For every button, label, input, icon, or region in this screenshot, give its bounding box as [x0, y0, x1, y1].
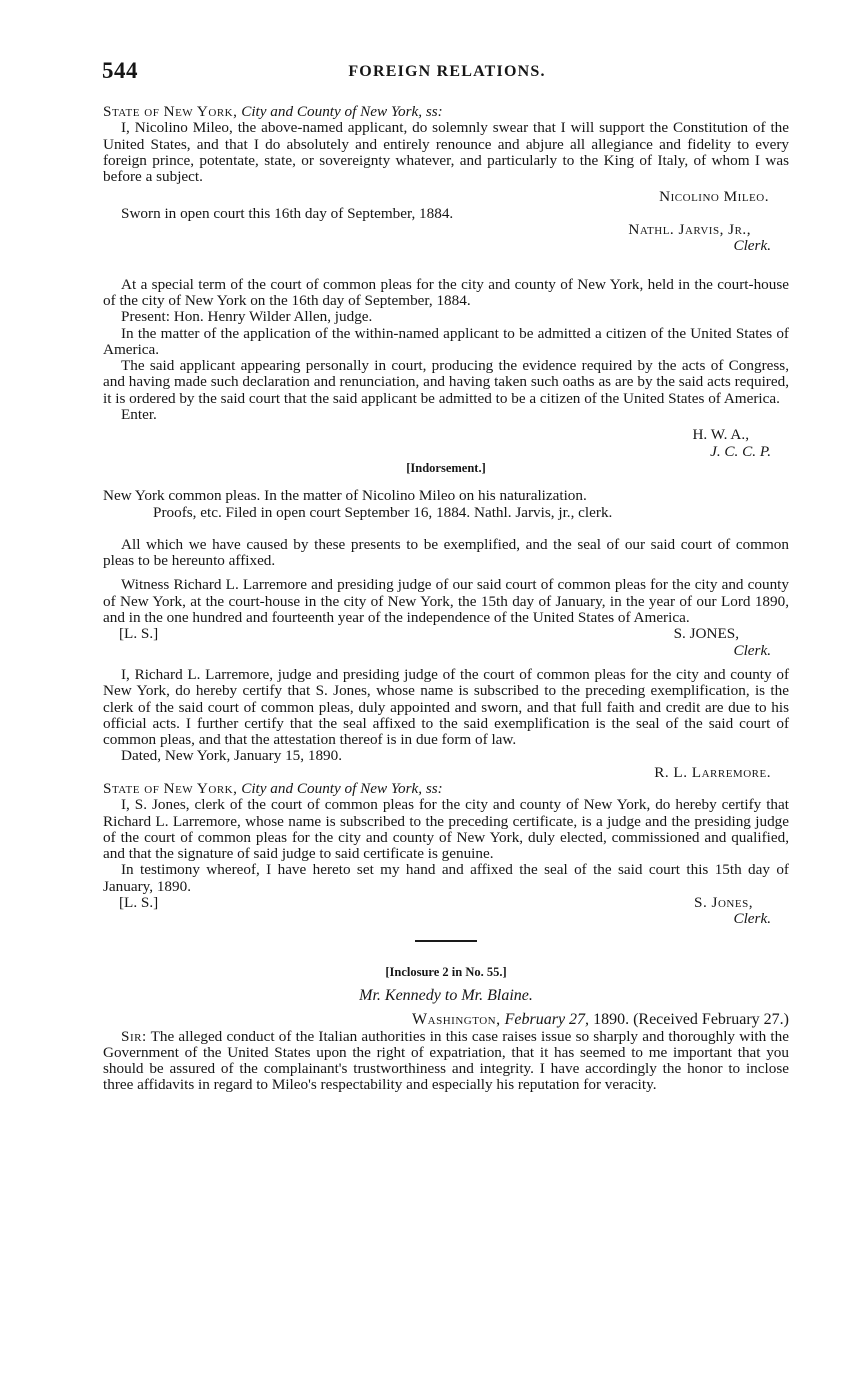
witness-signer: S. JONES,	[673, 625, 739, 643]
page-number: 544	[102, 58, 138, 83]
oath-venue	[103, 104, 789, 120]
matter-paragraph: In the matter of the application of the within-named applicant to be admitted a citizen of the United States of America.	[103, 324, 789, 358]
witness-paragraph: Witness Richard L. Larremore and presiding judge of our said court of common pleas for the city and county of New York, at the court-house in the city of New York, the 15th day of January, in the year of our Lord 1890, and in the one hundred and fourteenth year of the independence of the United States of America.	[103, 576, 789, 627]
indorsement-label: [Indorsement.]	[406, 460, 486, 475]
jones-signer: S. Jones,	[694, 894, 753, 912]
dateline-date: February 27,	[504, 1011, 590, 1029]
exemplification-paragraph: All which we have caused by these presents to be exemplified, and the seal of our said court of common pleas to be hereunto affixed.	[103, 535, 789, 570]
dateline-received: (Received February 27.)	[633, 1011, 789, 1029]
oath-signature: Nicolino Mileo.	[659, 188, 769, 206]
jones-certificate: I, S. Jones, clerk of the court of common pleas for the city and county of New York, do hereby certify that Richard L. Larremore, whose name is subscribed to the preceding certificate, is a judge and the presiding judge of the court of common pleas for the city and county of New York, duly elected, commissioned and qualified, and that the signature of said judge to said certificate is genuine.	[103, 796, 789, 863]
indorsement-line-1: New York common pleas. In the matter of Nicolino Mileo on his naturalization.	[103, 487, 587, 505]
letter-heading: Mr. Kennedy to Mr. Blaine.	[359, 986, 533, 1004]
letter-dateline	[103, 1012, 789, 1028]
sworn-statement: Sworn in open court this 16th day of September, 1884.	[121, 204, 454, 222]
seal-mark: [L. S.]	[119, 894, 159, 912]
letter-body	[103, 1029, 789, 1094]
larremore-dated: Dated, New York, January 15, 1890.	[121, 747, 343, 765]
enter-line: Enter.	[121, 406, 157, 424]
special-term-paragraph: At a special term of the court of common pleas for the city and county of New York, held in the court-house of the city of New York on the 16th day of September, 1884.	[103, 275, 789, 309]
oath-text: I, Nicolino Mileo, the above-named applicant, do solemnly swear that I will support the Constitution of the United States, and that I do absolutely and entirely renounce and abjure all allegiance and fidelity to every foreign prince, potentate, state, or sovereignty whatever, and particularly to the King of Italy, of whom I was before a subject.	[103, 119, 789, 186]
jones-signature-row	[103, 895, 789, 911]
venue-ss: ss:	[425, 103, 443, 120]
judge-initials: H. W. A.,	[692, 426, 749, 444]
larremore-certificate: I, Richard L. Larremore, judge and presiding judge of the court of common pleas for the city and county of New York, do hereby certify that S. Jones, whose name is subscribed to the preceding exemplification, is the clerk of the said court of common pleas, duly appointed and sworn, and that full faith and credit are due to his official acts. I further certify that the seal affixed to the said exemplification is the seal of the said court of common pleas, and that the attestation thereof is in due form of law.	[103, 665, 789, 749]
order-paragraph: The said applicant appearing personally in court, producing the evidence required by the acts of Congress, and having made such declaration and renunciation, and having taken such oaths as are by the said acts required, it is ordered by the said court that the said applicant be admitted to be a citizen of the United States of America.	[103, 357, 789, 407]
running-title: FOREIGN RELATIONS.	[348, 63, 546, 80]
letter-salutation: Sir:	[121, 1027, 147, 1045]
venue-ss: ss:	[425, 779, 443, 797]
venue-county: City and County of New York,	[241, 103, 423, 120]
page-body	[103, 104, 789, 1094]
witness-signature-row	[103, 626, 789, 642]
jones-signer-title: Clerk.	[733, 910, 771, 928]
dateline-year: 1890.	[593, 1011, 630, 1029]
venue-state: State of New York,	[103, 779, 238, 797]
larremore-signature: R. L. Larremore.	[654, 763, 771, 781]
letter-text: The alleged conduct of the Italian authorities in this case raises issue so sharply and thoroughly with the Government of the United States upon the right of expatriation, that it has seemed to me important that you should be assured of the complainant's trustworthiness and integrity. I have accordingly the honor to inclose three affidavits in regard to Mileo's respectability and especially his reputation for veracity.	[103, 1027, 789, 1094]
venue-state: State of New York,	[103, 103, 238, 120]
dateline-place: Washington,	[412, 1011, 501, 1029]
jones-testimony: In testimony whereof, I have hereto set my hand and affixed the seal of the said court this 15th day of January, 1890.	[103, 861, 789, 895]
page-header	[102, 58, 792, 84]
jones-venue	[103, 781, 789, 797]
clerk-title: Clerk.	[733, 237, 771, 255]
judge-title: J. C. C. P.	[710, 442, 771, 460]
present-line: Present: Hon. Henry Wilder Allen, judge.	[121, 308, 373, 326]
indorsement-line-2: Proofs, etc. Filed in open court September 16, 1884. Nathl. Jarvis, jr., clerk.	[153, 503, 613, 521]
seal-mark: [L. S.]	[119, 625, 159, 643]
venue-county: City and County of New York,	[241, 779, 423, 797]
clerk-name: Nathl. Jarvis, Jr.,	[628, 221, 751, 239]
witness-signer-title: Clerk.	[733, 641, 771, 659]
inclosure-label: [Inclosure 2 in No. 55.]	[385, 964, 507, 979]
